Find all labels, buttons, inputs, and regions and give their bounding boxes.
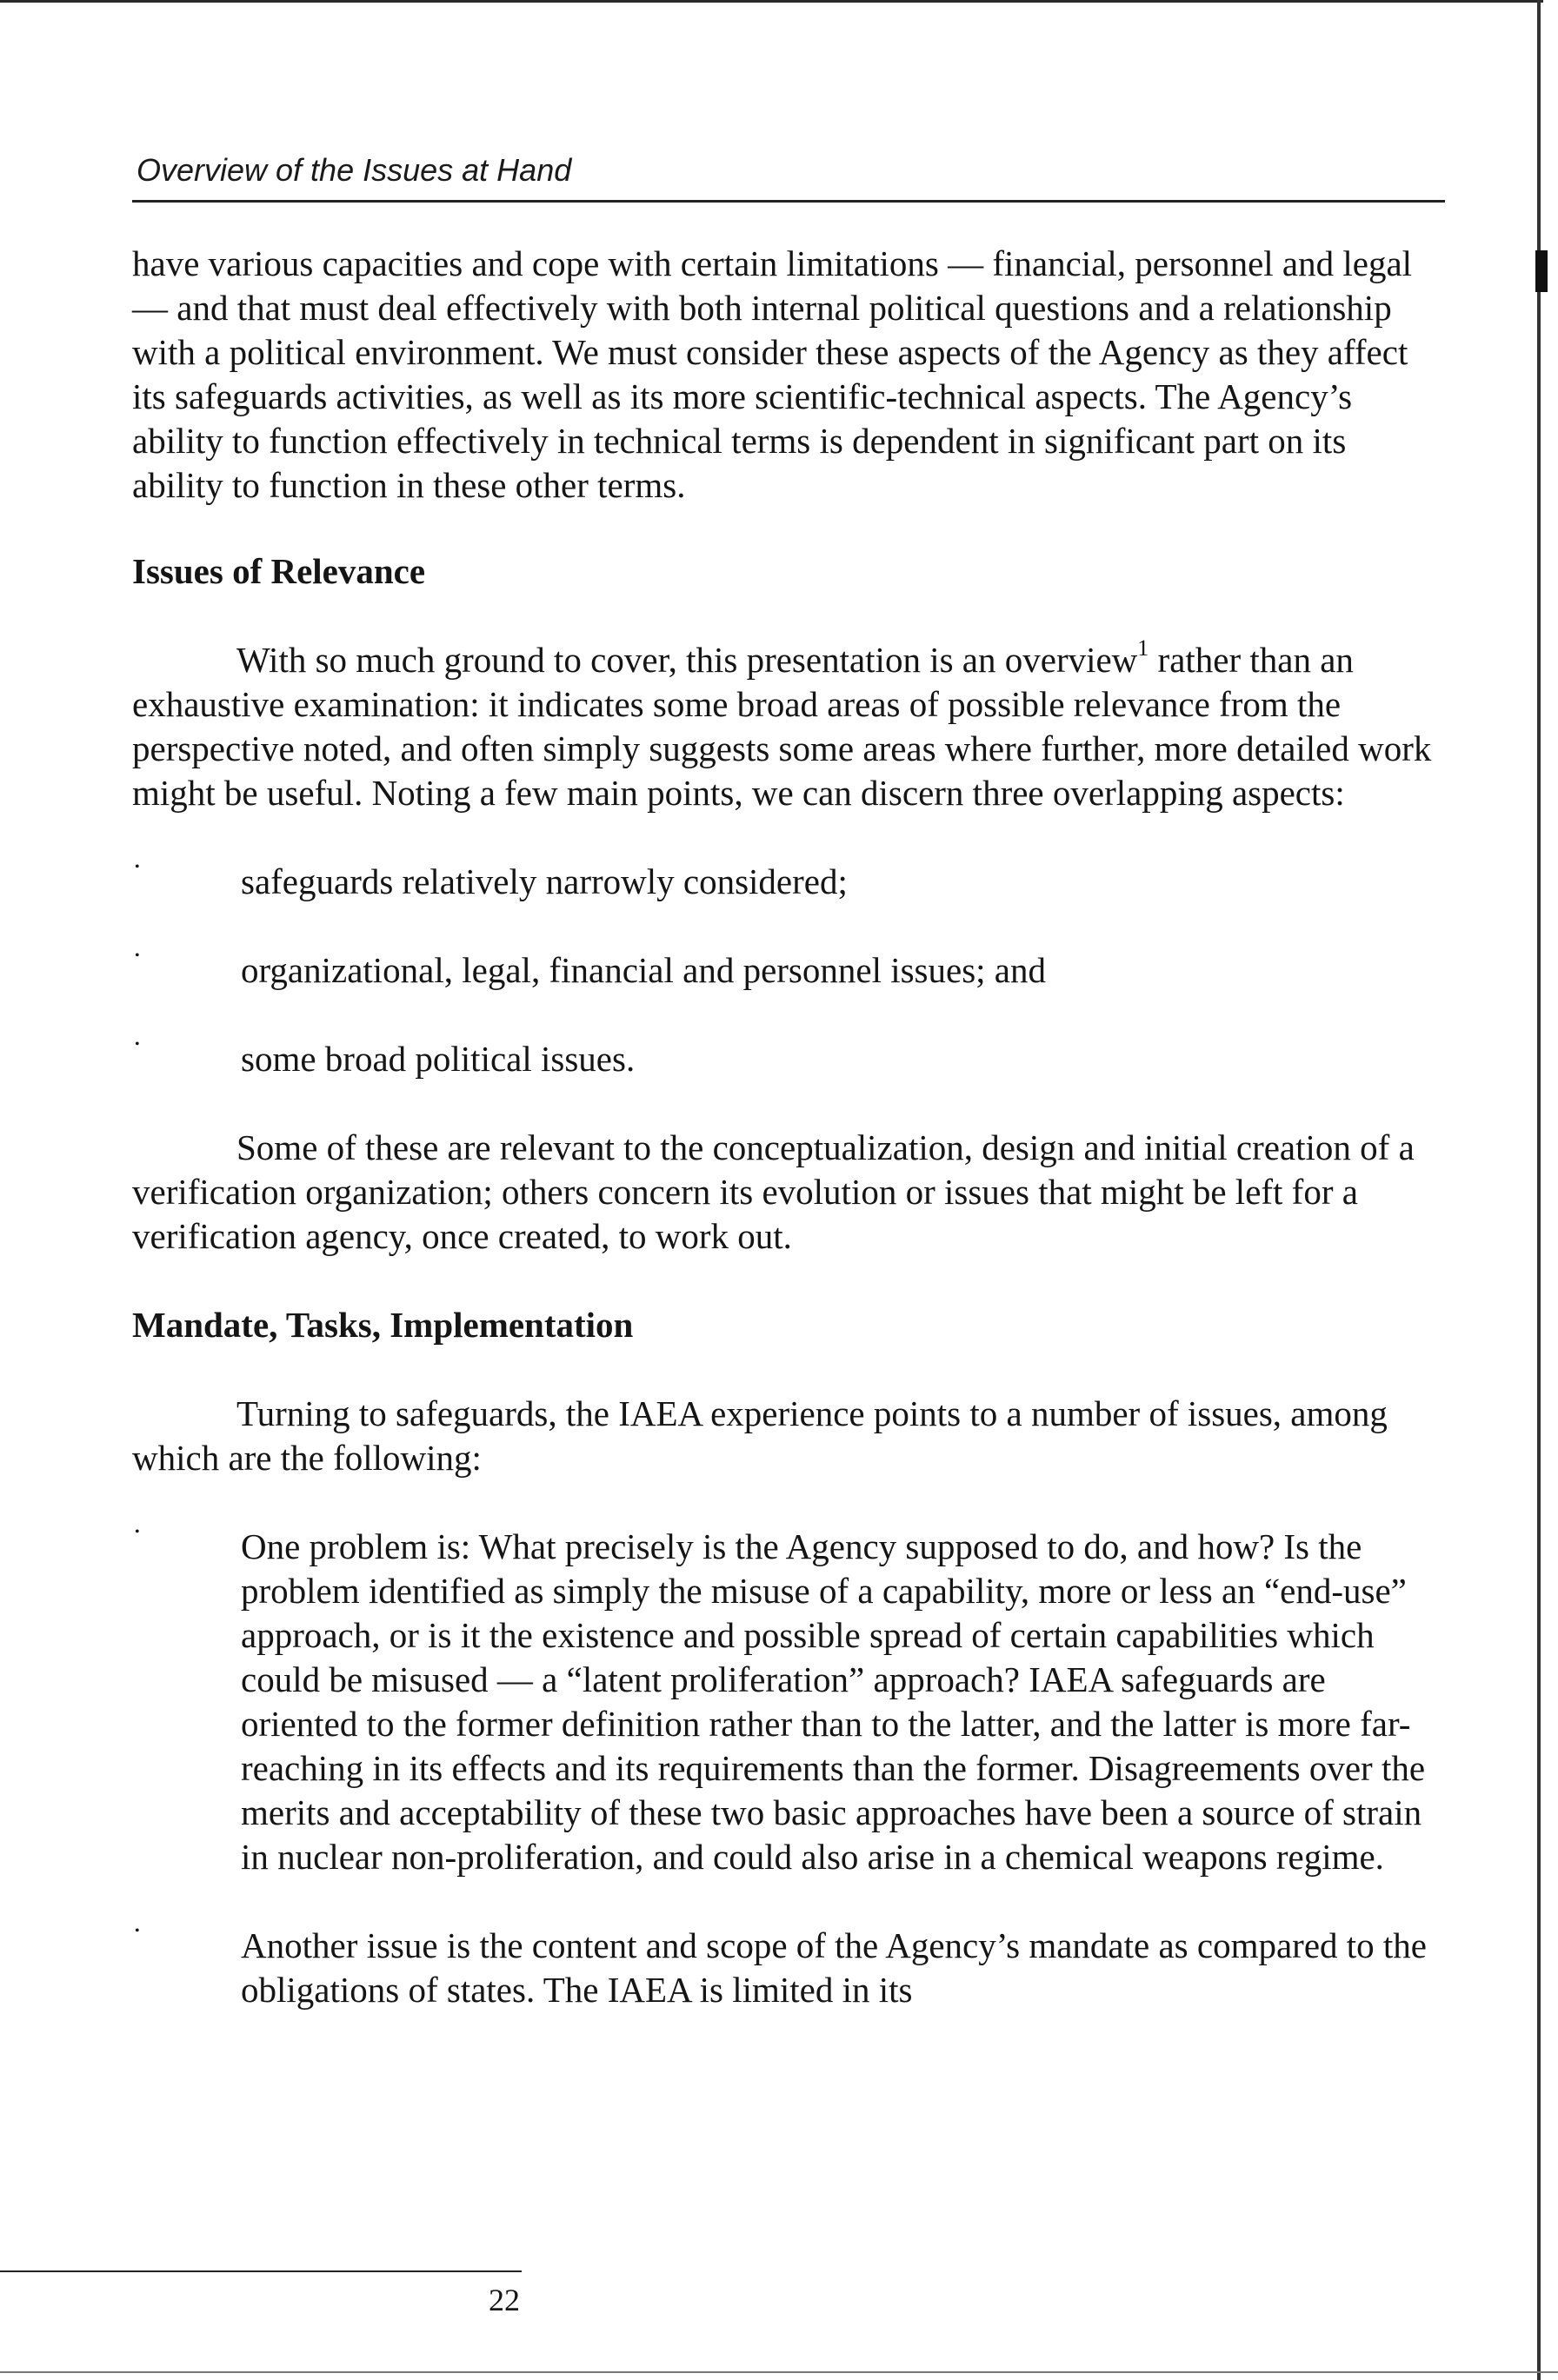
list-item-text: some broad political issues. xyxy=(241,1039,636,1079)
footer-rule xyxy=(0,2270,522,2272)
heading-mandate-tasks: Mandate, Tasks, Implementation xyxy=(132,1305,634,1345)
relevance-paragraph-1 xyxy=(132,635,1445,815)
list-item xyxy=(132,1525,1445,1879)
list-item xyxy=(132,860,1445,904)
scan-bottom-edge xyxy=(0,2371,1558,2373)
list-item-text: organizational, legal, financial and personnel issues; and xyxy=(241,950,1047,990)
relevance-paragraph-2: Some of these are relevant to the conceptualization, design and initial creation of a verification organization; others concern its evolution or issues that might be left for a verification agency, once created, to work out. xyxy=(132,1127,1415,1256)
list-item-text: One problem is: What precisely is the Agency supposed to do, and how? Is the problem identified as simply the misuse of a capability, more or less an “end-use” approach, or is it the existence and possible spread of certain capabilities which could be misused — a “latent proliferation” approach? IAEA safeguards are oriented to the former definition rather than to the latter, and the latter is more far-reaching in its effects and its requirements than the former. Disagreements over the merits and acceptability of these two basic approaches have been a source of strain in nuclear non-proliferation, and could also arise in a chemical weapons regime. xyxy=(241,1526,1426,1877)
bullet-icon: • xyxy=(135,1037,140,1052)
bullet-icon: • xyxy=(135,1525,140,1539)
scan-right-edge xyxy=(1537,0,1541,2380)
page-body xyxy=(132,242,1445,2012)
page-number: 22 xyxy=(489,2283,520,2317)
opening-paragraph: have various capacities and cope with certain limitations — financial, personnel and legal — and that must deal effectively with both internal political questions and a relationship with a political environment. We must consider these aspects of the Agency as they affect its safeguards activities, as well as its more scientific-technical aspects. The Agency’s ability to function effectively in technical terms is dependent in significant part on its ability to function in these other terms. xyxy=(132,243,1413,505)
scan-edge-mark xyxy=(1535,250,1548,292)
bullet-icon: • xyxy=(135,860,140,874)
list-item xyxy=(132,1924,1445,2012)
list-item-text: Another issue is the content and scope of the Agency’s mandate as compared to the obligations of states. The IAEA is limited in its xyxy=(241,1925,1427,2010)
mandate-intro-paragraph: Turning to safeguards, the IAEA experience points to a number of issues, among which are the following: xyxy=(132,1393,1388,1478)
footnote-marker: 1 xyxy=(1137,635,1149,661)
running-head: Overview of the Issues at Hand xyxy=(136,152,572,188)
header-rule xyxy=(132,200,1445,203)
bullet-icon: • xyxy=(135,1924,140,1938)
scan-top-edge xyxy=(0,0,1543,3)
list-item xyxy=(132,948,1445,993)
list-item xyxy=(132,1037,1445,1081)
relevance-paragraph-1-end: rather than an exhaustive examination: it indicates some broad areas of possible relevance from the perspective noted, and often simply suggests some areas where further, more detailed work might be useful. Noting a few main points, we can discern three overlapping aspects: xyxy=(132,640,1432,813)
bullet-icon: • xyxy=(135,948,140,963)
list-item-text: safeguards relatively narrowly considered; xyxy=(241,861,848,901)
heading-issues-of-relevance: Issues of Relevance xyxy=(132,551,426,591)
relevance-paragraph-1-start: With so much ground to cover, this presentation is an overview xyxy=(236,640,1138,680)
